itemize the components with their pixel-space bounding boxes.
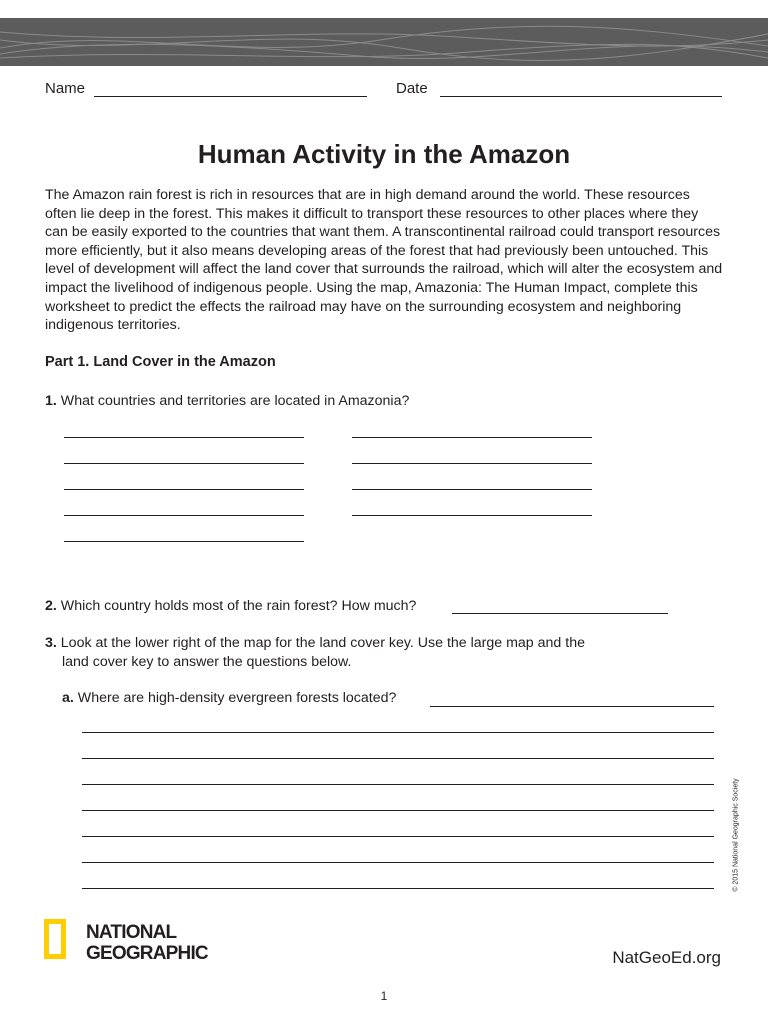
question-2-number: 2. <box>45 598 57 614</box>
question-1-number: 1. <box>45 393 57 409</box>
answer-line[interactable] <box>430 706 714 707</box>
answer-line[interactable] <box>82 732 714 733</box>
question-3a <box>62 689 396 708</box>
question-3-number: 3. <box>45 635 57 651</box>
answer-line[interactable] <box>64 515 304 516</box>
website-link[interactable]: NatGeoEd.org <box>612 948 721 967</box>
logo-line-2: GEOGRAPHIC <box>86 943 208 964</box>
date-field[interactable] <box>440 96 722 97</box>
answer-line[interactable] <box>64 489 304 490</box>
question-1-text: What countries and territories are located in Amazonia? <box>60 393 410 409</box>
date-label: Date <box>396 80 428 97</box>
answer-line[interactable] <box>64 463 304 464</box>
answer-line[interactable] <box>82 758 714 759</box>
part1-heading: Part 1. Land Cover in the Amazon <box>45 354 276 370</box>
answer-line[interactable] <box>82 784 714 785</box>
answer-line[interactable] <box>82 810 714 811</box>
question-1 <box>45 392 409 411</box>
answer-line[interactable] <box>82 888 714 889</box>
copyright-text: © 2015 National Geographic Society <box>732 778 740 892</box>
logo-wordmark <box>86 922 208 964</box>
name-field[interactable] <box>94 96 367 97</box>
question-3-text-line1: Look at the lower right of the map for the land cover key. Use the large map and the <box>60 635 585 651</box>
answer-line[interactable] <box>82 836 714 837</box>
header-banner <box>0 18 768 66</box>
logo-line-1: NATIONAL <box>86 922 177 943</box>
question-2-text: Which country holds most of the rain forest? How much? <box>60 598 417 614</box>
yellow-frame-icon <box>44 919 66 959</box>
answer-line[interactable] <box>82 862 714 863</box>
answer-line[interactable] <box>352 515 592 516</box>
question-3 <box>45 634 585 671</box>
answer-line[interactable] <box>64 437 304 438</box>
intro-paragraph: The Amazon rain forest is rich in resources that are in high demand around the world. These resources often lie deep in the forest. This makes it difficult to transport these resources to other places where they can be easily exported to the countries that want them. A transcontinental railroad could transport resources more efficiently, but it also means developing areas of the forest that had previously been untouched. This level of development will affect the land cover that surrounds the railroad, which will alter the ecosystem and impact the livelihood of indigenous people. Using the map, Amazonia: The Human Impact, complete this worksheet to predict the effects the railroad may have on the surrounding ecosystem and neighboring indigenous territories. <box>45 187 723 334</box>
question-3a-text: Where are high-density evergreen forests located? <box>77 690 397 706</box>
answer-line[interactable] <box>452 613 668 614</box>
question-2 <box>45 597 416 616</box>
answer-line[interactable] <box>352 463 592 464</box>
answer-line[interactable] <box>352 489 592 490</box>
page-number: 1 <box>380 989 388 1003</box>
question-3a-letter: a. <box>62 690 74 706</box>
banner-wave-pattern <box>0 18 768 66</box>
answer-line[interactable] <box>352 437 592 438</box>
answer-line[interactable] <box>64 541 304 542</box>
question-3-text-line2: land cover key to answer the questions below. <box>62 653 352 670</box>
page-title: Human Activity in the Amazon <box>197 139 571 169</box>
name-label: Name <box>45 80 86 97</box>
